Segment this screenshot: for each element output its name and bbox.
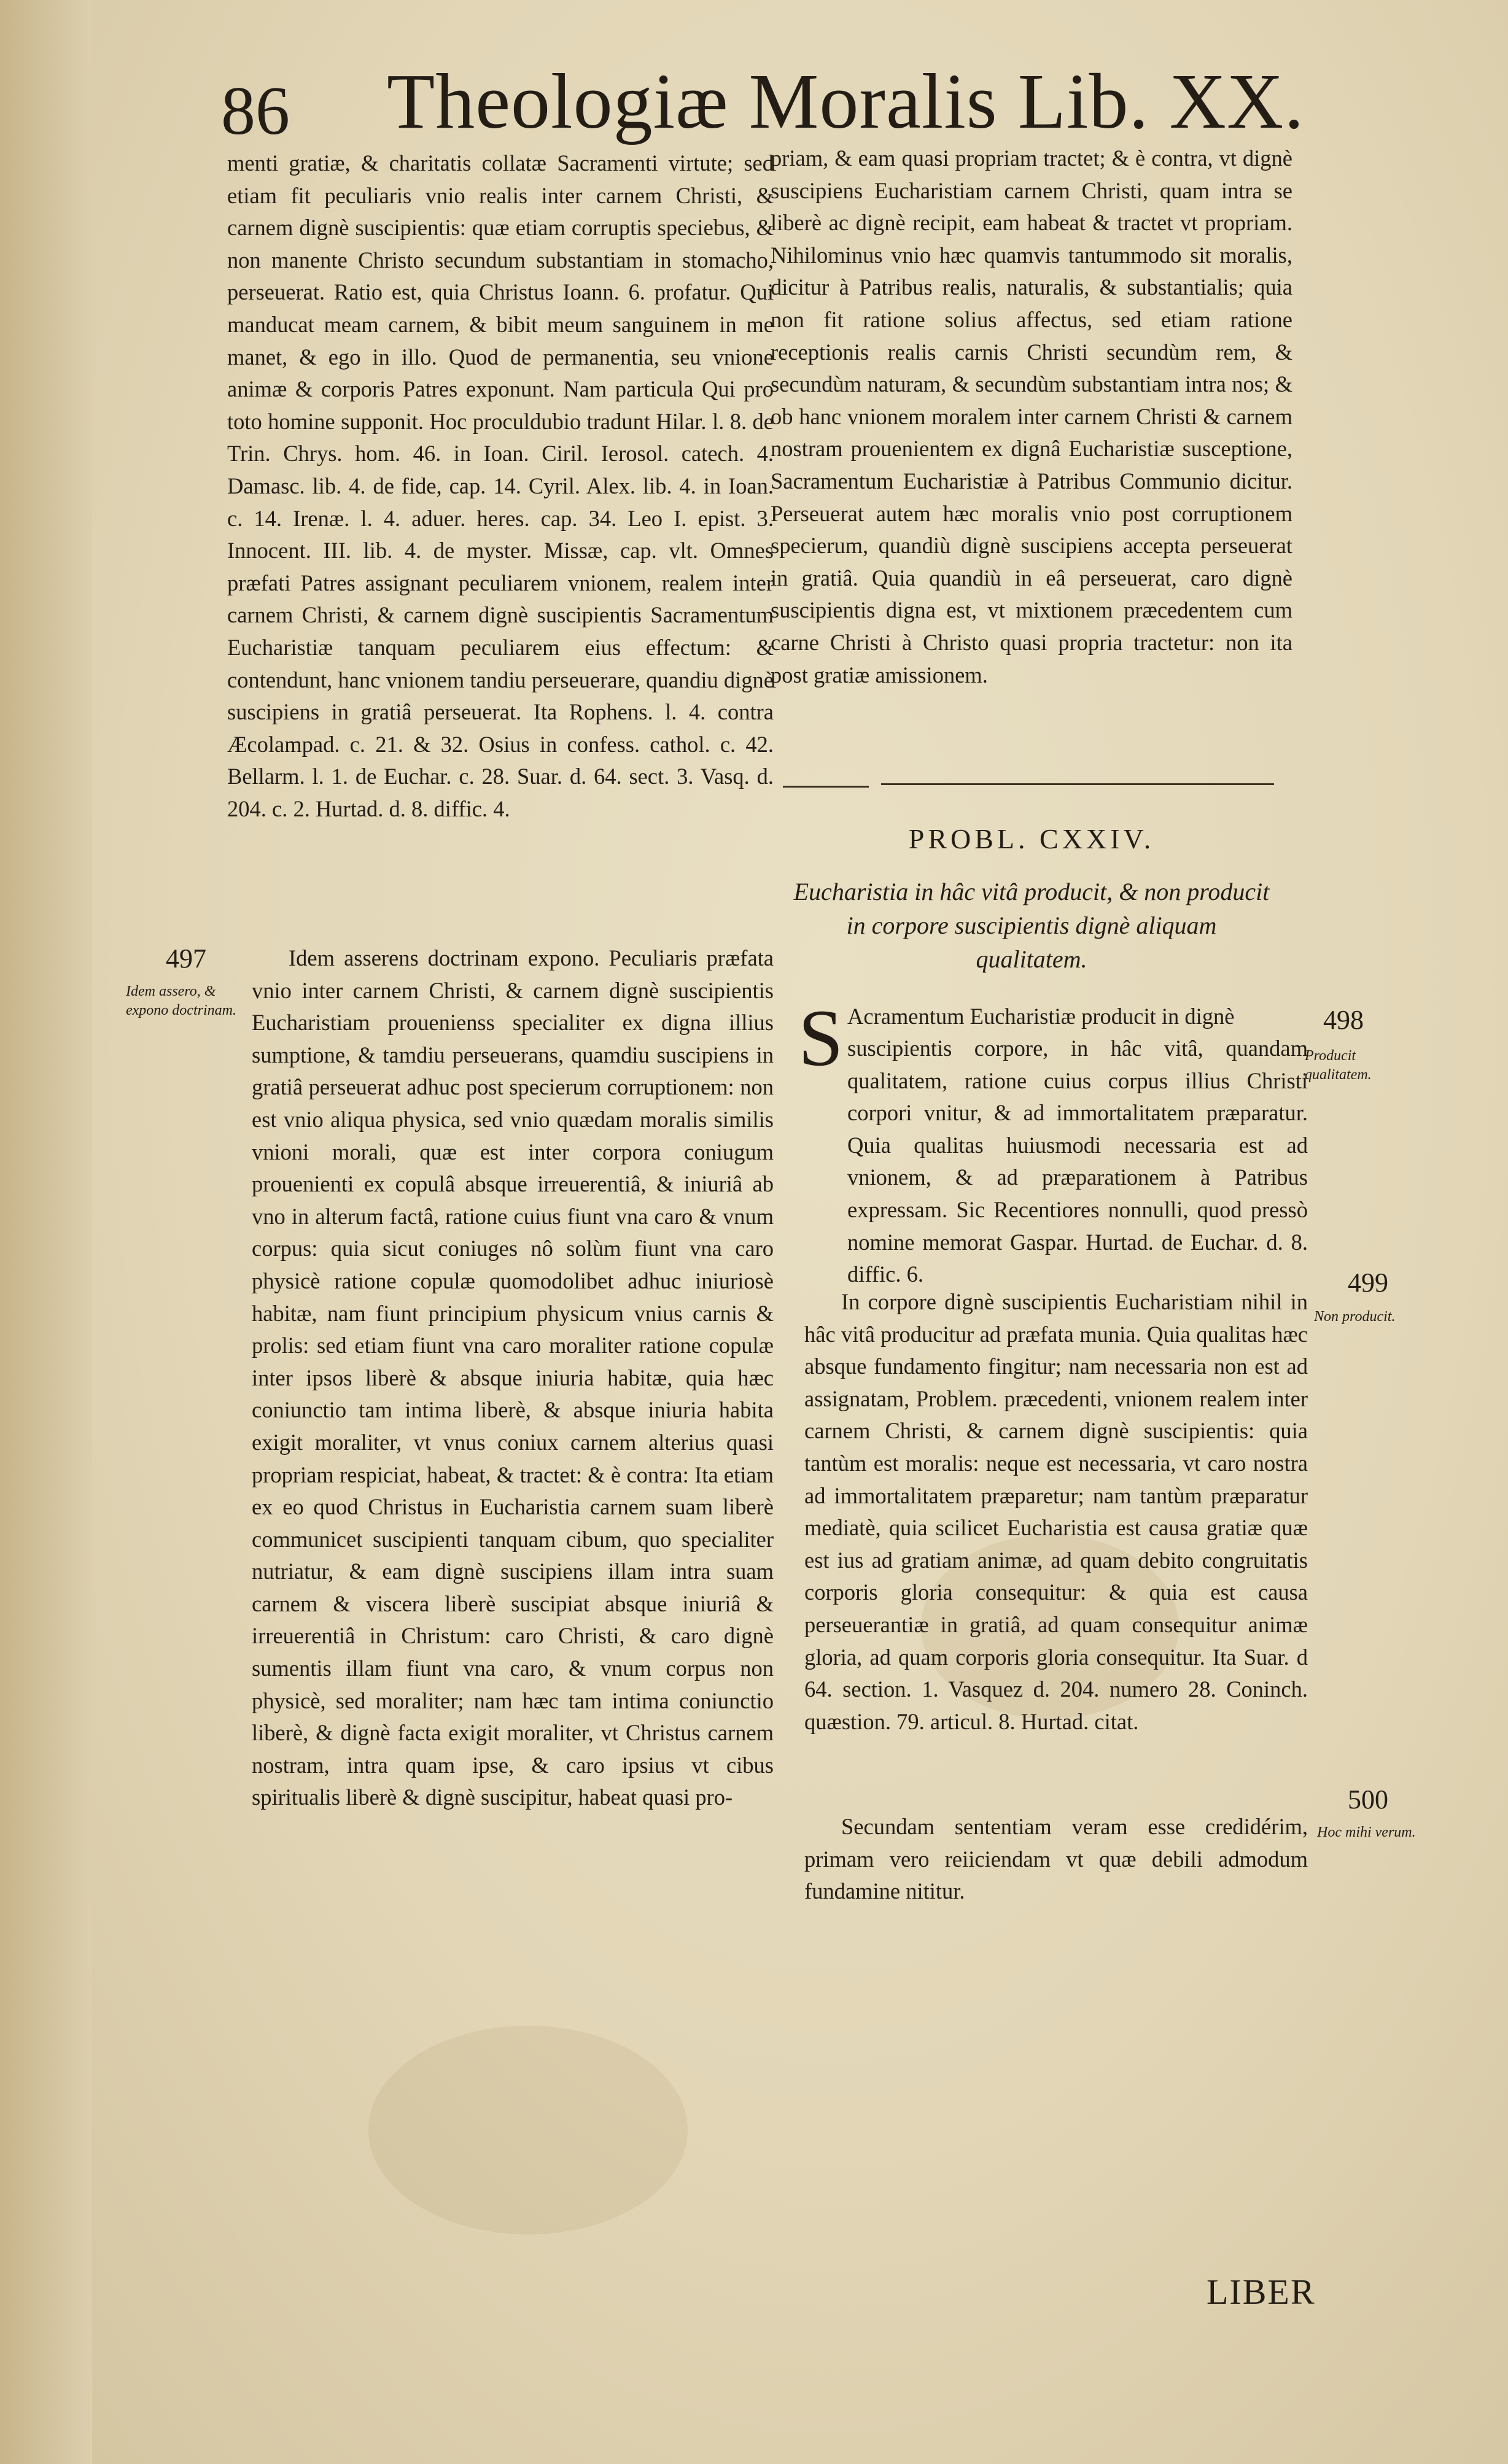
paragraph-left-top: menti gratiæ, & charitatis collatæ Sacramenti virtute; sed etiam fit peculiaris vnio realis inter carnem Christi, & carnem dignè suscipientis: quæ etiam corruptis speciebus, & non manente Christo secundum substantiam in stomacho, perseuerat. Ratio est, quia Christus Ioann. 6. profatur. Qui manducat meam carnem, & bibit meum sanguinem in me manet, & ego in illo. Quod de permanentia, seu vnione animæ & corporis Patres exponunt. Nam particula Qui pro toto homine supponit. Hoc proculdubio tradunt Hilar. l. 8. de Trin. Chrys. hom. 46. in Ioan. Ciril. Ierosol. catech. 4. Damasc. lib. 4. de fide, cap. 14. Cyril. Alex. lib. 4. in Ioan. c. 14. Irenæ. l. 4. aduer. heres. cap. 34. Leo I. epist. 3. Innocent. III. lib. 4. de myster. Missæ, cap. vlt. Omnes præfati Patres assignant peculiarem vnionem, realem inter carnem Christi, & carnem dignè suscipientis Sacramentum Eucharistiæ tanquam peculiarem eius effectum: & contendunt, hanc vnionem tandiu perseuerare, quandiu dignè suscipiens in gratiâ perseuerat. Ita Rophens. l. 4. contra Æcolampad. c. 21. & 32. Osius in confess. cathol. c. 42. Bellarm. l. 1. de Euchar. c. 28. Suar. d. 64. sect. 3. Vasq. d. 204. c. 2. Hurtad. d. 8. diffic. 4. bbox=[227, 150, 774, 821]
page-number: 86 bbox=[221, 73, 290, 149]
paragraph-500: Secundam sententiam veram esse credidérim, primam vero reiiciendam vt quæ debili admodum fundamine nititur. bbox=[804, 1814, 1308, 1904]
paragraph-497: Idem asserens doctrinam expono. Peculiaris præfata vnio inter carnem Christi, & carnem dignè suscipientis Eucharistiam prouenienss specialiter ex digna illius sumptione, & tamdiu perseuerans, quamdiu suscipiens in gratiâ perseuerat adhuc post specierum corruptionem: non est vnio aliqua physica, sed vnio quædam moralis similis vnioni morali, quæ est inter corpora coniugum prouenienti ex copulâ absque irreuerentiâ, & iniuriâ ab vno in alterum factâ, ratione cuius fiunt vna caro & vnum corpus: quia sicut coniuges nô solùm fiunt vna caro physicè ratione copulæ quomodolibet adhuc iniuriosè habitæ, nam fiunt principium physicum vnius carnis & prolis: sed etiam fiunt vna caro moraliter ratione copulæ inter ipsos liberè & absque iniuria habitæ, quia hæc coniunctio tam intima liberè, & absque iniuria habita exigit moraliter, vt vnus coniux carnem alterius quasi propriam respiciat, habeat, & tractet: & è contra: Ita etiam ex eo quod Christus in Eucharistia carnem suam liberè communicet suscipienti tanquam cibum, quo specialiter nutriatur, & eam dignè suscipiens illam intra suam carnem & viscera liberè suscipiat absque iniuriâ & irreuerentiâ in Christum: caro Christi, & caro dignè sumentis illam fiunt vna caro, & vnum corpus non physicè, sed moraliter; nam hæc tam intima coniunctio liberè, & dignè facta exigit moraliter, vt Christus carnem nostram, intra quam ipse, & caro ipsius vt cibus spiritualis liberè & dignè suscipitur, habeat quasi pro- bbox=[252, 945, 774, 1810]
running-title: Theologiæ Moralis Lib. XX. bbox=[387, 58, 1305, 145]
margin-note-497: Idem assero, & expono doctrinam. bbox=[126, 983, 236, 1018]
divider-rule bbox=[881, 783, 1274, 785]
margin-number-500: 500 bbox=[1348, 1784, 1388, 1815]
section-first-line-container bbox=[804, 1001, 1351, 1033]
paragraph-right-top: priam, & eam quasi propriam tractet; & è contra, vt dignè suscipiens Eucharistiam carnem Christi, quam intra se liberè ac dignè recipit, eam habeat & tractet vt propriam. Nihilominus vnio hæc quamvis tantummodo sit moralis, dicitur à Patribus realis, naturalis, & substantialis; quia non fit ratione solius affectus, sed etiam ratione receptionis realis carnis Christi secundùm rem, & secundùm naturam, & secundùm substantiam intra nos; & ob hanc vnionem moralem inter carnem Christi & carnem nostram prouenientem ex dignâ Eucharistiæ susceptione, Sacramentum Eucharistiæ à Patribus Communio dicitur. Perseuerat autem hæc moralis vnio post corruptionem specierum, quandiù dignè suscipiens accepta perseuerat in gratiâ. Quia quandiù in eâ perseuerat, caro dignè suscipientis digna est, vt mixtionem præcedentem cum carne Christi à Christo quasi propria tractetur: non ita post gratiæ amissionem. bbox=[771, 145, 1292, 688]
section-divider bbox=[783, 781, 1274, 793]
paper-stain bbox=[368, 2026, 688, 2234]
margin-number-499: 499 bbox=[1348, 1268, 1388, 1298]
catchword: LIBER bbox=[1207, 2272, 1316, 2312]
section-first-line: Acramentum Eucharistiæ producit in dignè bbox=[847, 1004, 1235, 1029]
margin-note-500: Hoc mihi verum. bbox=[1317, 1824, 1416, 1840]
margin-number-497: 497 bbox=[166, 943, 206, 974]
problem-heading: PROBL. CXXIV. bbox=[908, 823, 1155, 854]
left-column-497 bbox=[252, 942, 774, 1814]
left-column-top bbox=[227, 147, 774, 825]
drop-cap: S bbox=[798, 993, 844, 1083]
margin-note-498: Producit qualitatem. bbox=[1305, 1048, 1372, 1083]
paragraph-499: In corpore dignè suscipientis Eucharistiam nihil in hâc vitâ producitur ad præfata munia. Quia qualitas hæc absque fundamento fingitur; nam necessaria non est ad assignatam, Problem. præcedenti, vnionem realem inter carnem Christi, & carnem dignè suscipientis: quia tantùm est moralis: neque est necessaria, vt caro nostra ad immortalitatem præparetur; nam tantùm præparatur mediatè, quia scilicet Eucharistia est causa gratiæ quæ est ius ad gratiam animæ, ad quam debito congruitatis corporis gloria consequitur: & quia est causa perseuerantiæ in gratiâ, ad quam consequitur animæ gloria, ad quam corporis gloria consequitur. Ita Suar. d 64. section. 1. Vasquez d. 204. numero 28. Coninch. quæstion. 79. articul. 8. Hurtad. citat. bbox=[804, 1289, 1308, 1734]
right-column-top bbox=[771, 142, 1292, 691]
paragraph-498: suscipientis corpore, in hâc vitâ, quandam qualitatem, ratione cuius corpus illius Christi corpori vnitur, & ad immortalitatem præparatur. Quia qualitas huiusmodi necessaria est ad vnionem, & ad præparationem à Patribus expressam. Sic Recentiores nonnulli, quod pressò nomine memorat Gaspar. Hurtad. de Euchar. d. 8. diffic. 6. bbox=[847, 1036, 1308, 1287]
margin-note-499: Non producit. bbox=[1314, 1309, 1396, 1325]
page-gutter-shadow bbox=[0, 0, 92, 2464]
section-498-container bbox=[804, 1032, 1308, 1291]
paragraph-499-container bbox=[804, 1286, 1308, 1738]
page-header bbox=[203, 58, 1305, 150]
paragraph-500-container bbox=[804, 1811, 1308, 1908]
problem-title: Eucharistia in hâc vitâ producit, & non producit in corpore suscipientis dignè aliquam qualitatem. bbox=[793, 878, 1270, 973]
divider-rule bbox=[783, 786, 869, 788]
margin-number-498: 498 bbox=[1323, 1005, 1364, 1035]
